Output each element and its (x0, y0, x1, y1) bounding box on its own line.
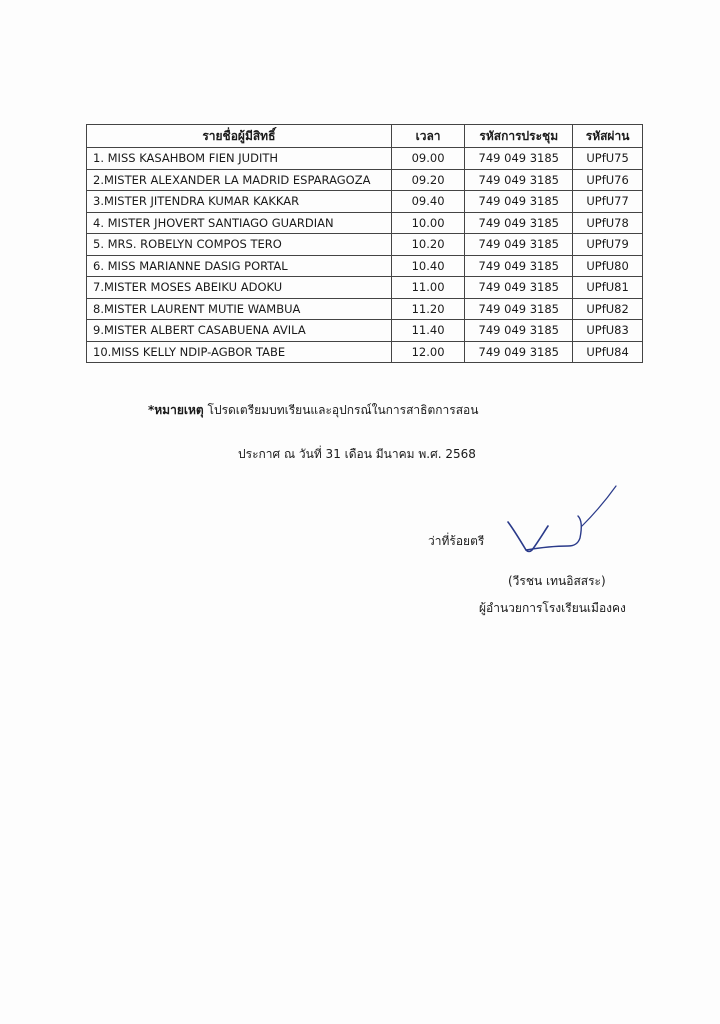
table-row (87, 320, 643, 342)
cell-passcode: UPfU77 (573, 191, 643, 213)
cell-meeting-code: 749 049 3185 (465, 298, 573, 320)
announcement-date: ประกาศ ณ วันที่ 31 เดือน มีนาคม พ.ศ. 2568 (238, 447, 476, 461)
header-meeting-code: รหัสการประชุม (465, 125, 573, 148)
table-row (87, 298, 643, 320)
table-row (87, 277, 643, 299)
cell-meeting-code: 749 049 3185 (465, 320, 573, 342)
signer-rank: ว่าที่ร้อยตรี (428, 534, 485, 548)
table-row (87, 148, 643, 170)
cell-time: 11.20 (391, 298, 465, 320)
cell-passcode: UPfU83 (573, 320, 643, 342)
header-name: รายชื่อผู้มีสิทธิ์ (87, 125, 392, 148)
cell-meeting-code: 749 049 3185 (465, 191, 573, 213)
cell-meeting-code: 749 049 3185 (465, 234, 573, 256)
cell-name: 3.MISTER JITENDRA KUMAR KAKKAR (87, 191, 392, 213)
header-time: เวลา (391, 125, 465, 148)
cell-passcode: UPfU84 (573, 341, 643, 363)
cell-name: 1. MISS KASAHBOM FIEN JUDITH (87, 148, 392, 170)
note (148, 401, 478, 420)
cell-name: 5. MRS. ROBELYN COMPOS TERO (87, 234, 392, 256)
cell-time: 10.40 (391, 255, 465, 277)
table-header-row (87, 125, 643, 148)
cell-name: 7.MISTER MOSES ABEIKU ADOKU (87, 277, 392, 299)
cell-passcode: UPfU81 (573, 277, 643, 299)
cell-meeting-code: 749 049 3185 (465, 212, 573, 234)
cell-passcode: UPfU75 (573, 148, 643, 170)
cell-meeting-code: 749 049 3185 (465, 277, 573, 299)
table-row (87, 234, 643, 256)
cell-time: 09.00 (391, 148, 465, 170)
cell-name: 2.MISTER ALEXANDER LA MADRID ESPARAGOZA (87, 169, 392, 191)
cell-time: 09.20 (391, 169, 465, 191)
note-text: โปรดเตรียมบทเรียนและอุปกรณ์ในการสาธิตการสอน (207, 403, 479, 417)
cell-passcode: UPfU76 (573, 169, 643, 191)
cell-name: 8.MISTER LAURENT MUTIE WAMBUA (87, 298, 392, 320)
candidate-table (86, 124, 643, 363)
signer-name: (วีรชน เทนอิสสระ) (508, 574, 606, 588)
cell-time: 09.40 (391, 191, 465, 213)
cell-time: 11.40 (391, 320, 465, 342)
cell-meeting-code: 749 049 3185 (465, 148, 573, 170)
cell-name: 6. MISS MARIANNE DASIG PORTAL (87, 255, 392, 277)
table-row (87, 169, 643, 191)
cell-passcode: UPfU82 (573, 298, 643, 320)
signer-title: ผู้อำนวยการโรงเรียนเมืองคง (479, 601, 626, 615)
table-row (87, 341, 643, 363)
cell-passcode: UPfU79 (573, 234, 643, 256)
cell-time: 10.00 (391, 212, 465, 234)
cell-meeting-code: 749 049 3185 (465, 255, 573, 277)
table-row (87, 255, 643, 277)
table-row (87, 212, 643, 234)
handwritten-signature (498, 480, 628, 560)
cell-passcode: UPfU78 (573, 212, 643, 234)
cell-meeting-code: 749 049 3185 (465, 169, 573, 191)
cell-time: 12.00 (391, 341, 465, 363)
cell-passcode: UPfU80 (573, 255, 643, 277)
cell-time: 11.00 (391, 277, 465, 299)
cell-meeting-code: 749 049 3185 (465, 341, 573, 363)
cell-name: 9.MISTER ALBERT CASABUENA AVILA (87, 320, 392, 342)
cell-name: 4. MISTER JHOVERT SANTIAGO GUARDIAN (87, 212, 392, 234)
header-passcode: รหัสผ่าน (573, 125, 643, 148)
cell-time: 10.20 (391, 234, 465, 256)
table-row (87, 191, 643, 213)
note-label: *หมายเหตุ (148, 403, 204, 417)
cell-name: 10.MISS KELLY NDIP-AGBOR TABE (87, 341, 392, 363)
